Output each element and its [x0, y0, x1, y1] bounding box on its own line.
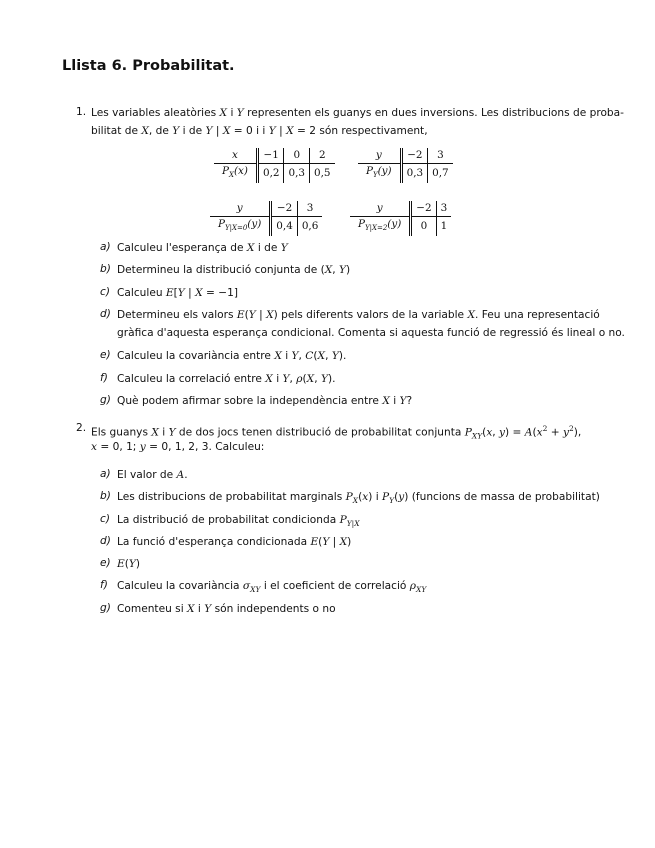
table-cell: −2	[271, 201, 298, 217]
item-label: a)	[100, 241, 111, 253]
item-label: g)	[100, 602, 111, 614]
item-label: b)	[100, 263, 111, 275]
item-label: f)	[100, 372, 108, 384]
item-text: Calculeu E[Y | X = −1]	[117, 287, 239, 299]
table-cell: 3	[428, 148, 453, 164]
table-header-prob: $P_X(x)$	[214, 164, 257, 184]
item-label: e)	[100, 349, 111, 361]
distribution-table-py-given-x2	[350, 201, 451, 236]
item-label: d)	[100, 535, 111, 547]
item-text: Comenteu si X i Y són independents o no	[117, 603, 336, 615]
table-cell: 3	[297, 201, 322, 217]
problem-1-intro-line-1: Les variables aleatòries X i Y representen els guanys en dues inversions. Les distribucions de proba-	[91, 107, 624, 119]
table-header-var: y	[210, 201, 271, 217]
table-cell: 0,2	[257, 164, 284, 184]
table-header-prob: $P_{Y|X=2}(y)$	[350, 217, 411, 237]
problem-number: 1.	[76, 106, 87, 118]
table-cell: −2	[411, 201, 436, 217]
item-text: La distribució de probabilitat condicionda $P_{Y|X}$	[117, 514, 360, 529]
item-label: f)	[100, 579, 108, 591]
table-header-prob: $P_Y(y)$	[358, 164, 401, 184]
item-label: b)	[100, 490, 111, 502]
table-cell: −2	[401, 148, 428, 164]
table-header-var: y	[350, 201, 411, 217]
item-label: c)	[100, 286, 110, 298]
item-text: gràfica d'aquesta esperança condicional. Comenta si aquesta funció de regressió és lineal o no.	[117, 327, 625, 339]
table-header-prob: $P_{Y|X=0}(y)$	[210, 217, 271, 237]
item-text: Què podem afirmar sobre la independència entre X i Y?	[117, 395, 413, 407]
table-cell: 0	[284, 148, 310, 164]
item-text: Les distribucions de probabilitat marginals $P_X(x)$ i $P_Y(y)$ (funcions de massa de probabilitat)	[117, 491, 600, 506]
item-text: Calculeu la covariància entre X i Y, C(X, Y).	[117, 350, 347, 362]
table-cell: 2	[310, 148, 335, 164]
table-header-var: y	[358, 148, 401, 164]
table-cell: 0	[411, 217, 436, 237]
table-cell: 0,6	[301, 220, 319, 233]
item-label: e)	[100, 557, 111, 569]
item-label: a)	[100, 468, 111, 480]
item-text: Determineu els valors E(Y | X) pels diferents valors de la variable X. Feu una representació	[117, 309, 600, 321]
table-cell: 0,7	[432, 167, 449, 180]
distribution-table-px	[214, 148, 335, 183]
table-cell: 0,5	[314, 167, 331, 180]
table-cell: −1	[257, 148, 284, 164]
table-cell: 0,3	[284, 164, 310, 184]
item-text: Calculeu l'esperança de X i de Y	[117, 242, 288, 254]
item-label: c)	[100, 513, 110, 525]
table-cell: 1	[440, 220, 448, 233]
item-text: Calculeu la covariància $\sigma_{XY}$ i el coeficient de correlació $\rho_{XY}$	[117, 580, 427, 595]
item-text: El valor de A.	[117, 469, 188, 481]
item-label: g)	[100, 394, 111, 406]
item-text: Calculeu la correlació entre X i Y, ρ(X, Y).	[117, 373, 336, 385]
item-text: E(Y)	[117, 558, 141, 570]
problem-number: 2.	[76, 422, 87, 434]
table-cell: 3	[436, 201, 451, 217]
problem-2-intro-line-2: x = 0, 1; y = 0, 1, 2, 3. Calculeu:	[91, 441, 265, 453]
item-label: d)	[100, 308, 111, 320]
table-cell: 0,4	[271, 217, 298, 237]
table-cell: 0,3	[401, 164, 428, 184]
distribution-table-py-given-x0	[210, 201, 322, 236]
distribution-table-py	[358, 148, 453, 183]
table-header-var: x	[214, 148, 257, 164]
problem-2-intro-line-1: Els guanys X i Y de dos jocs tenen distribució de probabilitat conjunta $P_{XY}(x$, $y) = A(x^2 + y^2)$,	[91, 424, 582, 441]
page-title: Llista 6. Probabilitat.	[62, 58, 235, 74]
problem-1-intro-line-2: bilitat de X, de Y i de Y | X = 0 i i Y | X = 2 són respectivament,	[91, 125, 428, 137]
item-text: La funció d'esperança condicionada E(Y | X)	[117, 536, 352, 548]
item-text: Determineu la distribució conjunta de (X, Y)	[117, 264, 351, 276]
